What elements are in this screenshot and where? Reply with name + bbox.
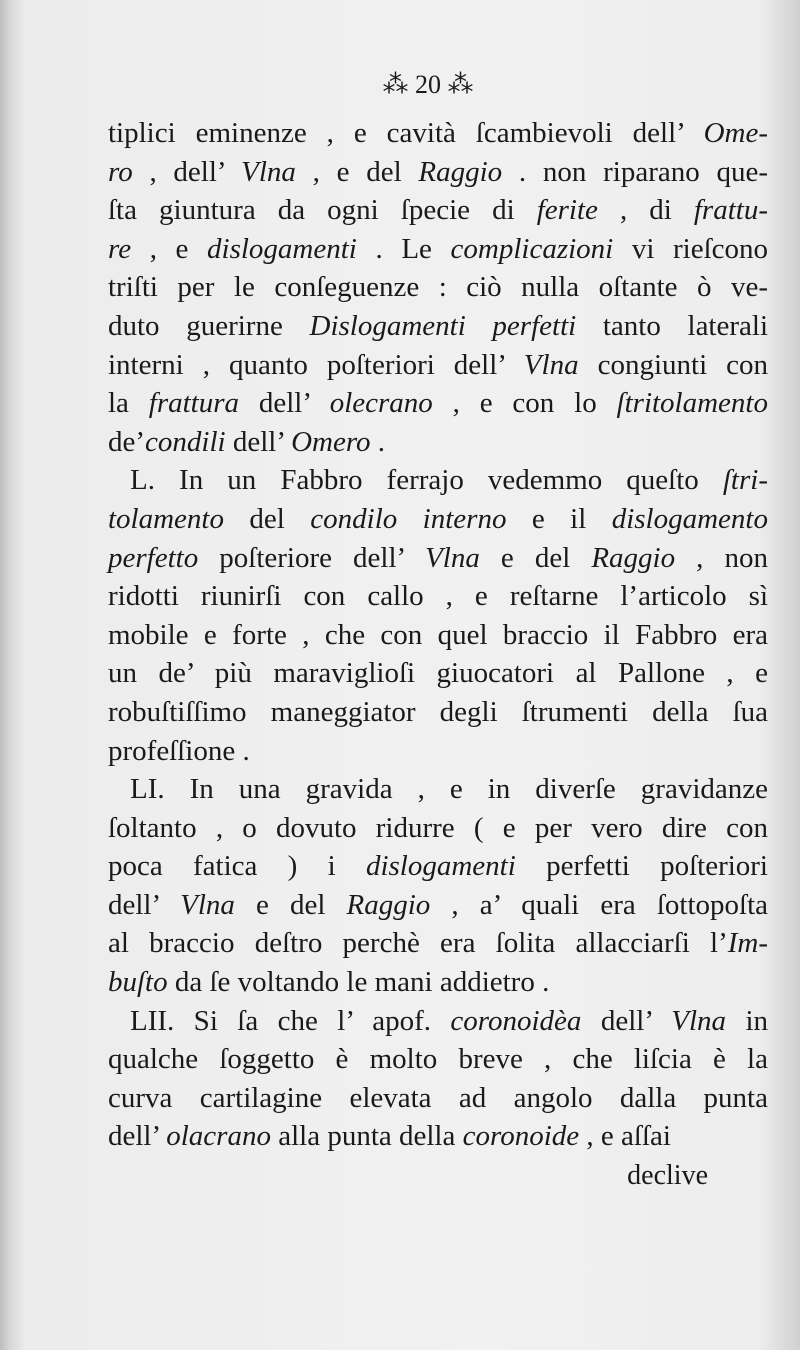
text-line bbox=[108, 153, 768, 192]
text-run: ſoltanto , o dovuto ridurre ( e per vero dire con bbox=[108, 811, 768, 844]
text-run: , e bbox=[131, 232, 208, 265]
text-run: Vlna bbox=[523, 348, 579, 381]
text-line bbox=[108, 423, 768, 462]
text-run: triſti per le conſeguenze : ciò nulla oſtante ò ve‑ bbox=[108, 271, 768, 304]
text-run: Raggio bbox=[591, 541, 676, 574]
text-run: frattura bbox=[148, 387, 240, 420]
text-run: , a’ quali era ſottopoſta bbox=[430, 888, 768, 921]
text-run: da ſe voltando le mani addietro . bbox=[167, 966, 550, 999]
text-line bbox=[108, 1002, 768, 1041]
text-run: , non bbox=[675, 541, 768, 574]
text-run: Omero bbox=[291, 425, 371, 458]
text-run: . non riparano que‑ bbox=[502, 155, 768, 188]
text-run: dislogamenti bbox=[207, 232, 357, 265]
text-run: coronoidèa bbox=[450, 1004, 582, 1037]
text-run: Dislogamenti perfetti bbox=[309, 309, 577, 342]
text-run: tiplici eminenze , e cavità ſcambievoli dell’ bbox=[108, 117, 704, 149]
text-line bbox=[108, 500, 768, 539]
text-run: robuſtiſſimo maneggiator degli ſtrumenti della ſua bbox=[108, 695, 768, 728]
text-run: mobile e forte , che con quel braccio il Fabbro era bbox=[108, 618, 768, 651]
text-run: e del bbox=[234, 888, 347, 921]
body-text bbox=[108, 114, 768, 1156]
text-line bbox=[108, 114, 768, 153]
text-line bbox=[108, 307, 768, 346]
text-line bbox=[108, 886, 768, 925]
text-run: curva cartilagine elevata ad angolo dalla punta bbox=[108, 1081, 768, 1114]
text-line bbox=[108, 1117, 768, 1156]
text-run: coronoide bbox=[462, 1120, 580, 1153]
text-line bbox=[108, 384, 768, 423]
text-run: dell’ bbox=[108, 888, 181, 921]
text-line bbox=[108, 616, 768, 655]
text-line bbox=[108, 191, 768, 230]
text-run: qualche ſoggetto è molto breve , che liſcia è la bbox=[108, 1043, 768, 1076]
text-run: in bbox=[726, 1004, 768, 1037]
text-run: perfetti poſteriori bbox=[515, 850, 768, 883]
text-run: LI. In una gravida , e in diverſe gravidanze bbox=[130, 773, 768, 806]
text-line bbox=[108, 654, 768, 693]
text-line bbox=[108, 230, 768, 269]
text-run: LII. Si ſa che l’ apof. bbox=[130, 1004, 451, 1037]
text-line bbox=[108, 346, 768, 385]
running-head-page-number: ⁂ 20 ⁂ bbox=[382, 70, 474, 99]
text-run: Im‑ bbox=[727, 927, 768, 960]
text-run: dislogamento bbox=[611, 502, 768, 535]
text-run: ſta giuntura da ogni ſpecie di bbox=[108, 194, 537, 227]
text-run: Raggio bbox=[418, 155, 503, 188]
text-line bbox=[108, 461, 768, 500]
text-run: complicazioni bbox=[450, 232, 614, 265]
text-run: ferite bbox=[536, 194, 598, 227]
text-run: . Le bbox=[356, 232, 451, 265]
text-run: poca fatica ) i bbox=[108, 850, 366, 883]
text-run: e del bbox=[479, 541, 592, 574]
text-run: . bbox=[370, 425, 386, 458]
text-run: , di bbox=[597, 194, 694, 227]
text-run: , e del bbox=[295, 155, 419, 188]
text-run: buſto bbox=[108, 966, 168, 999]
text-run: L. In un Fabbro ferrajo vedemmo queſto bbox=[130, 464, 723, 497]
text-run: frattu‑ bbox=[693, 194, 768, 227]
text-run: , e aſſai bbox=[579, 1120, 671, 1153]
text-run: Vlna bbox=[425, 541, 480, 574]
text-line bbox=[108, 963, 768, 1002]
text-run: condilo interno bbox=[310, 502, 507, 535]
text-line bbox=[108, 539, 768, 578]
text-run: al braccio deſtro perchè era ſolita allacciarſi l’ bbox=[108, 927, 728, 960]
text-run: un de’ più maraviglioſi giuocatori al Pallone , e bbox=[108, 657, 768, 690]
text-run: duto guerirne bbox=[108, 309, 310, 342]
text-line bbox=[108, 1079, 768, 1118]
text-line bbox=[108, 847, 768, 886]
text-run: alla punta della bbox=[270, 1120, 463, 1153]
text-run: la bbox=[108, 387, 149, 420]
text-run: profeſſione . bbox=[108, 734, 250, 767]
text-run: Raggio bbox=[346, 888, 431, 921]
text-line bbox=[108, 770, 768, 809]
text-line bbox=[108, 732, 768, 771]
text-run: Vlna bbox=[671, 1004, 727, 1037]
text-run: e il bbox=[506, 502, 612, 535]
text-run: del bbox=[224, 502, 311, 535]
text-run: de’ bbox=[108, 425, 146, 458]
text-run: congiunti con bbox=[578, 348, 768, 381]
text-run: dell’ bbox=[581, 1004, 672, 1037]
text-run: Ome‑ bbox=[703, 117, 768, 149]
text-line bbox=[108, 577, 768, 616]
text-run: ſtritolamento bbox=[616, 387, 768, 420]
text-run: , e con lo bbox=[432, 387, 617, 420]
text-run: dell’ bbox=[225, 425, 292, 458]
text-run: re bbox=[108, 232, 132, 265]
text-run: tanto laterali bbox=[576, 309, 769, 342]
text-run: ridotti riunirſi con callo , e reſtarne l’articolo sì bbox=[108, 580, 768, 613]
text-run: dislogamenti bbox=[365, 850, 516, 883]
text-run: tolamento bbox=[108, 502, 224, 535]
text-run: perfetto bbox=[108, 541, 199, 574]
text-run: condili bbox=[145, 425, 226, 458]
catchword: declive bbox=[627, 1160, 708, 1191]
text-line bbox=[108, 268, 768, 307]
text-run: vi rieſcono bbox=[613, 232, 768, 265]
text-line bbox=[108, 809, 768, 848]
text-run: olecrano bbox=[329, 387, 433, 420]
text-line bbox=[108, 1040, 768, 1079]
text-run: Vlna bbox=[241, 155, 296, 188]
text-run: ro bbox=[108, 155, 133, 188]
text-line bbox=[108, 924, 768, 963]
text-run: , dell’ bbox=[132, 155, 242, 188]
text-run: Vlna bbox=[180, 888, 235, 921]
text-run: interni , quanto poſteriori dell’ bbox=[108, 348, 524, 381]
text-block bbox=[108, 70, 768, 1156]
text-run: poſteriore dell’ bbox=[198, 541, 426, 574]
text-run: dell’ bbox=[239, 387, 330, 420]
text-run: dell’ bbox=[108, 1120, 167, 1153]
text-run: olacrano bbox=[166, 1120, 271, 1153]
text-line bbox=[108, 693, 768, 732]
text-run: ſtri‑ bbox=[722, 464, 768, 497]
